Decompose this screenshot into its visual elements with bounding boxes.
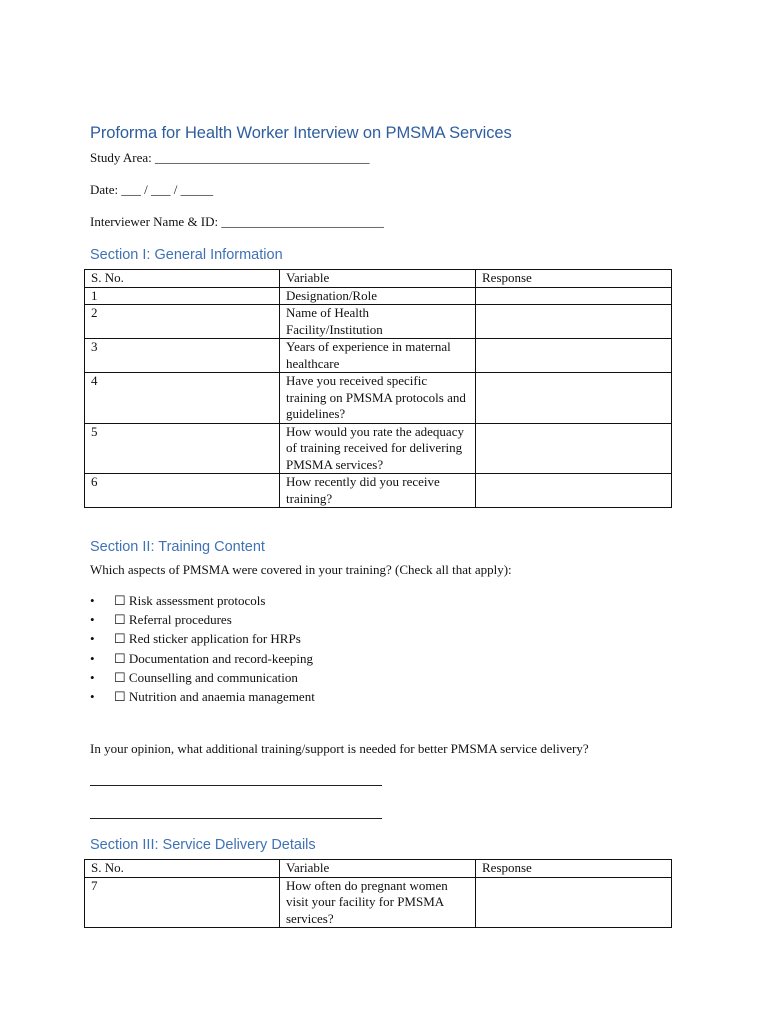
header-sno: S. No. <box>85 860 280 878</box>
row-variable: How would you rate the adequacy of training received for delivering PMSMA services? <box>280 423 476 474</box>
row-response[interactable] <box>476 339 672 373</box>
checklist-item[interactable] <box>90 629 315 648</box>
checklist-label: Referral procedures <box>128 612 232 628</box>
checklist-item[interactable] <box>90 591 315 610</box>
row-sno: 2 <box>85 305 280 339</box>
training-question: Which aspects of PMSMA were covered in your training? (Check all that apply): <box>90 562 512 577</box>
table-header-row <box>85 860 672 878</box>
checklist-label: Counselling and communication <box>128 669 298 685</box>
row-variable: Have you received specific training on PMSMA protocols and guidelines? <box>280 373 476 424</box>
document-title: Proforma for Health Worker Interview on PMSMA Services <box>90 124 512 142</box>
checkbox-icon[interactable]: ☐ <box>114 688 126 704</box>
service-delivery-table <box>84 859 672 928</box>
row-variable: How recently did you receive training? <box>280 474 476 508</box>
header-sno: S. No. <box>85 270 280 288</box>
row-response[interactable] <box>476 305 672 339</box>
checkbox-icon[interactable]: ☐ <box>114 593 126 608</box>
row-sno: 1 <box>85 287 280 305</box>
bullet-icon: • <box>90 612 95 628</box>
section1-heading: Section I: General Information <box>90 247 283 263</box>
row-variable: How often do pregnant women visit your facility for PMSMA services? <box>280 877 476 928</box>
table-row <box>85 877 672 928</box>
row-sno: 4 <box>85 373 280 424</box>
table-row <box>85 305 672 339</box>
bullet-icon: • <box>90 669 95 685</box>
row-variable: Years of experience in maternal healthcare <box>280 339 476 373</box>
section3-heading: Section III: Service Delivery Details <box>90 837 316 853</box>
row-sno: 5 <box>85 423 280 474</box>
checklist-label: Red sticker application for HRPs <box>128 631 301 647</box>
answer-line[interactable] <box>90 818 382 819</box>
checklist-item[interactable] <box>90 610 315 629</box>
row-sno: 3 <box>85 339 280 373</box>
checklist-item[interactable] <box>90 649 315 668</box>
study-area-field: Study Area: _________________________________ <box>90 150 370 165</box>
header-response: Response <box>476 270 672 288</box>
row-response[interactable] <box>476 373 672 424</box>
checklist-item[interactable] <box>90 687 315 706</box>
row-variable: Designation/Role <box>280 287 476 305</box>
row-response[interactable] <box>476 474 672 508</box>
table-row <box>85 287 672 305</box>
answer-line[interactable] <box>90 785 382 786</box>
date-field: Date: ___ / ___ / _____ <box>90 182 214 197</box>
table-row <box>85 339 672 373</box>
general-info-table <box>84 269 672 508</box>
additional-training-question: In your opinion, what additional training/support is needed for better PMSMA service delivery? <box>90 741 589 756</box>
row-sno: 6 <box>85 474 280 508</box>
training-checklist <box>90 591 315 706</box>
header-variable: Variable <box>280 860 476 878</box>
checkbox-icon[interactable]: ☐ <box>114 650 126 666</box>
table-row <box>85 474 672 508</box>
checkbox-icon[interactable]: ☐ <box>114 669 126 685</box>
checkbox-icon[interactable]: ☐ <box>114 612 126 628</box>
header-response: Response <box>476 860 672 878</box>
header-variable: Variable <box>280 270 476 288</box>
row-response[interactable] <box>476 877 672 928</box>
checkbox-icon[interactable]: ☐ <box>114 631 126 647</box>
row-response[interactable] <box>476 287 672 305</box>
table-row <box>85 423 672 474</box>
row-response[interactable] <box>476 423 672 474</box>
checklist-label: Documentation and record-keeping <box>128 650 314 666</box>
checklist-label: Nutrition and anaemia management <box>128 688 315 704</box>
bullet-icon: • <box>90 631 95 647</box>
table-header-row <box>85 270 672 288</box>
bullet-icon: • <box>90 593 95 608</box>
row-sno: 7 <box>85 877 280 928</box>
section2-heading: Section II: Training Content <box>90 539 265 555</box>
row-variable: Name of Health Facility/Institution <box>280 305 476 339</box>
checklist-label: Risk assessment protocols <box>128 593 266 608</box>
bullet-icon: • <box>90 688 95 704</box>
bullet-icon: • <box>90 650 95 666</box>
table-row <box>85 373 672 424</box>
checklist-item[interactable] <box>90 668 315 687</box>
interviewer-field: Interviewer Name & ID: _________________________ <box>90 214 384 229</box>
